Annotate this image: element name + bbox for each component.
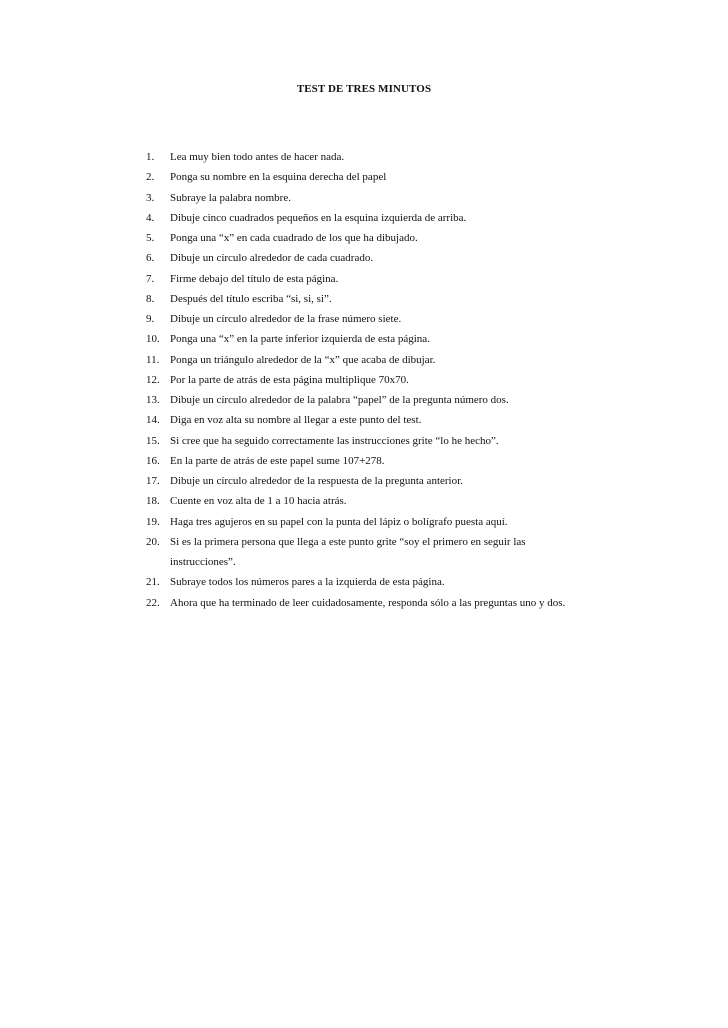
list-item bbox=[146, 329, 706, 349]
list-item bbox=[146, 167, 706, 187]
list-item bbox=[146, 269, 706, 289]
list-item bbox=[146, 188, 706, 208]
item-number: 18. bbox=[146, 495, 160, 508]
item-number: 12. bbox=[146, 373, 160, 386]
item-text: Diga en voz alta su nombre al llegar a este punto del test. bbox=[170, 414, 422, 427]
item-text: Haga tres agujeros en su papel con la punta del lápiz o bolígrafo puesta aquí. bbox=[170, 515, 508, 528]
list-item bbox=[146, 228, 706, 248]
list-item bbox=[146, 512, 706, 532]
item-number: 5. bbox=[146, 232, 155, 244]
item-text: Ponga su nombre en la esquina derecha del papel bbox=[170, 171, 387, 184]
item-number: 2. bbox=[146, 171, 155, 184]
item-text: Dibuje un círculo alrededor de la palabra “papel” de la pregunta número dos. bbox=[170, 394, 509, 406]
item-text: Firme debajo del título de esta página. bbox=[170, 272, 339, 285]
item-number: 21. bbox=[146, 576, 160, 589]
item-text: Después del título escriba “si, si, si”. bbox=[170, 292, 332, 305]
list-item bbox=[146, 370, 706, 390]
item-text: Cuente en voz alta de 1 a 10 hacia atrás. bbox=[170, 495, 347, 508]
item-text: Dibuje un círculo alrededor de cada cuadrado. bbox=[170, 252, 374, 265]
item-text: Ahora que ha terminado de leer cuidadosamente, responda sólo a las preguntas uno y dos. bbox=[170, 596, 566, 609]
item-text: Si cree que ha seguido correctamente las instrucciones grite “lo he hecho”. bbox=[170, 434, 499, 447]
item-number: 3. bbox=[146, 191, 155, 204]
item-text: Subraye la palabra nombre. bbox=[170, 191, 291, 204]
item-text: Ponga una “x” en la parte inferior izquierda de esta página. bbox=[170, 333, 430, 346]
item-number: 19. bbox=[146, 515, 160, 528]
list-item bbox=[146, 147, 706, 167]
instruction-list bbox=[146, 147, 706, 613]
item-number: 9. bbox=[146, 313, 155, 325]
list-item bbox=[146, 248, 706, 268]
item-text: Dibuje un círculo alrededor de la respuesta de la pregunta anterior. bbox=[170, 475, 463, 487]
list-item bbox=[146, 289, 706, 309]
list-item bbox=[146, 572, 706, 592]
item-number: 8. bbox=[146, 292, 155, 305]
list-item bbox=[146, 309, 706, 329]
list-item bbox=[146, 431, 706, 451]
list-item bbox=[146, 208, 706, 228]
item-text: Dibuje un círculo alrededor de la frase número siete. bbox=[170, 313, 402, 325]
item-number: 1. bbox=[146, 151, 155, 163]
item-number: 15. bbox=[146, 434, 160, 447]
item-text: Por la parte de atrás de esta página multiplique 70x70. bbox=[170, 373, 409, 386]
item-number: 7. bbox=[146, 272, 155, 285]
list-item bbox=[146, 471, 706, 491]
item-number: 20. bbox=[146, 535, 160, 548]
item-text: En la parte de atrás de este papel sume 107+278. bbox=[170, 454, 385, 467]
list-item bbox=[146, 410, 706, 430]
list-item bbox=[146, 390, 706, 410]
list-item bbox=[146, 491, 706, 511]
item-number: 22. bbox=[146, 596, 160, 609]
document-title: TEST DE TRES MINUTOS bbox=[296, 83, 432, 95]
item-text: Si es la primera persona que llega a este punto grite “soy el primero en seguir las instrucciones”. bbox=[170, 535, 526, 568]
item-text: Subraye todos los números pares a la izquierda de esta página. bbox=[170, 576, 445, 589]
list-item bbox=[146, 532, 706, 573]
item-number: 16. bbox=[146, 454, 160, 467]
list-item bbox=[146, 350, 706, 370]
item-number: 4. bbox=[146, 211, 155, 224]
item-number: 6. bbox=[146, 252, 155, 265]
item-text: Lea muy bien todo antes de hacer nada. bbox=[170, 151, 345, 163]
item-text: Dibuje cinco cuadrados pequeños en la esquina izquierda de arriba. bbox=[170, 211, 467, 224]
list-item bbox=[146, 593, 706, 613]
item-number: 10. bbox=[146, 333, 160, 346]
item-number: 17. bbox=[146, 475, 160, 487]
item-text: Ponga un triángulo alrededor de la “x” que acaba de dibujar. bbox=[170, 353, 436, 366]
item-number: 13. bbox=[146, 394, 160, 406]
list-item bbox=[146, 451, 706, 471]
item-text: Ponga una “x” en cada cuadrado de los que ha dibujado. bbox=[170, 232, 418, 244]
item-number: 11. bbox=[146, 353, 160, 366]
item-number: 14. bbox=[146, 414, 160, 427]
